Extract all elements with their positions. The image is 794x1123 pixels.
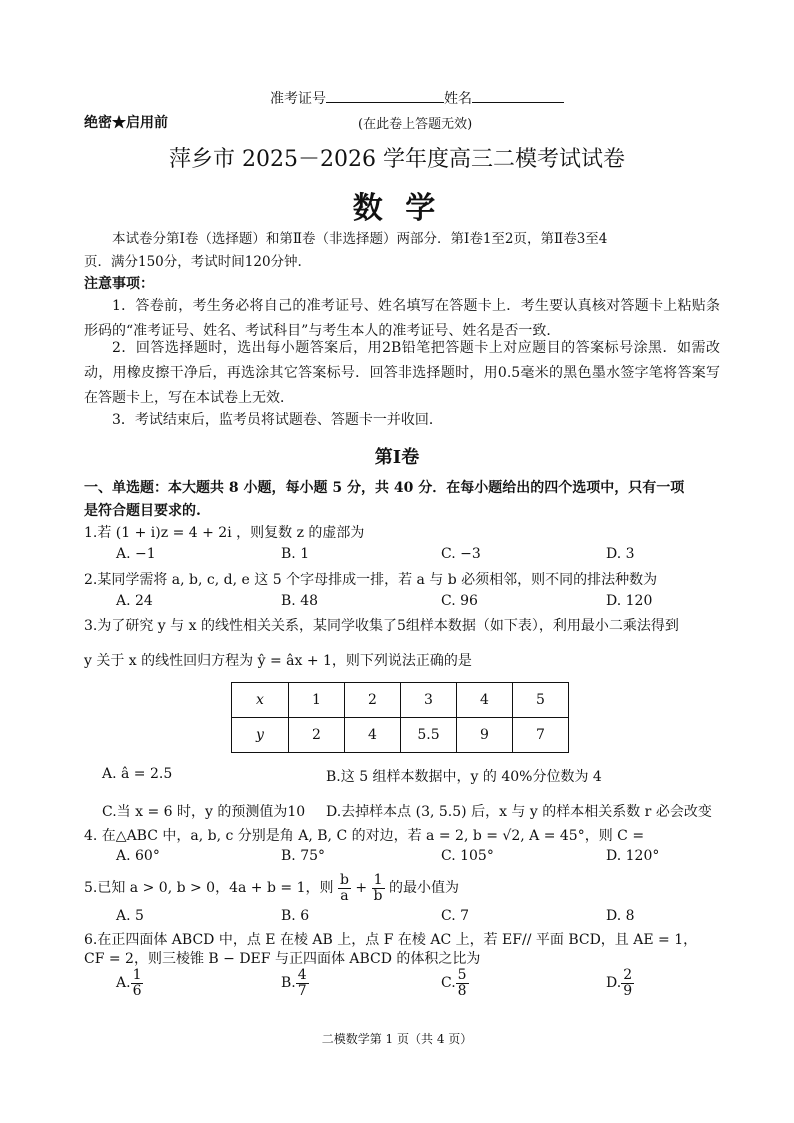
question-1-option-d: D. 3 xyxy=(606,546,635,562)
notice-title: 注意事项： xyxy=(84,276,154,292)
table-cell-y3: 5.5 xyxy=(401,718,457,753)
subject-title: 数 学 xyxy=(352,191,442,226)
question-6-option-d xyxy=(606,968,634,998)
part-one-title: 第Ⅰ卷 xyxy=(374,447,420,468)
question-3-option-a: A. â = 2.5 xyxy=(102,766,173,782)
option-letter: A. xyxy=(116,975,131,992)
plus-sign: + xyxy=(355,880,368,896)
question-1-option-b: B. 1 xyxy=(281,546,310,562)
option-fraction xyxy=(296,968,309,998)
fraction-1-over-b xyxy=(372,873,385,903)
question-4-option-d: D. 120° xyxy=(606,848,660,864)
confidential-label: 绝密★启用前 xyxy=(84,115,168,131)
table-cell-x1: 1 xyxy=(289,683,345,718)
fraction-numerator: b xyxy=(339,871,349,888)
fraction-denominator: 6 xyxy=(132,982,142,999)
question-6-stem-line-1: 6.在正四面体 ABCD 中，点 E 在棱 AB 上，点 F 在棱 AC 上，若 EF// 平面 BCD，且 AE = 1， xyxy=(84,932,698,948)
question-4-option-b: B. 75° xyxy=(281,848,326,864)
question-2-option-c: C. 96 xyxy=(441,593,478,609)
fraction-numerator: 5 xyxy=(457,967,467,983)
exam-id-label: 准考证号 xyxy=(270,91,326,107)
question-3-option-b: B.这 5 组样本数据中，y 的 40%分位数为 4 xyxy=(326,769,602,785)
table-row xyxy=(232,718,569,753)
option-fraction xyxy=(621,968,634,998)
fraction-denominator: 7 xyxy=(297,982,307,999)
question-5-stem xyxy=(84,868,459,908)
exam-id-blank xyxy=(326,88,444,103)
table-cell-y2: 4 xyxy=(345,718,401,753)
question-5-option-c: C. 7 xyxy=(441,908,470,924)
notice-item-1: 1．答卷前，考生务必将自己的准考证号、姓名填写在答题卡上．考生要认真核对答题卡上粘贴条形码的“准考证号、姓名、考试科目”与考生本人的准考证号、姓名是否一致． xyxy=(84,298,720,339)
exam-title: 萍乡市 2025－2026 学年度高三二模考试试卷 xyxy=(169,147,625,172)
section-heading-line-2: 是符合题目要求的. xyxy=(84,503,201,519)
option-fraction xyxy=(131,968,144,998)
table-cell-x3: 3 xyxy=(401,683,457,718)
question-5-option-d: D. 8 xyxy=(606,908,635,924)
table-cell-x2: 2 xyxy=(345,683,401,718)
question-5-stem-start: 5.已知 a > 0, b > 0，4a + b = 1，则 xyxy=(84,880,334,896)
intro-line-2: 页．满分150分，考试时间120分钟. xyxy=(84,254,302,270)
question-6-stem-line-2: CF = 2，则三棱锥 B − DEF 与正四面体 ABCD 的体积之比为 xyxy=(84,951,481,967)
table-cell-y5: 7 xyxy=(513,718,569,753)
question-2-stem: 2.某同学需将 a, b, c, d, e 这 5 个字母排成一排，若 a 与 b 必须相邻，则不同的排法种数为 xyxy=(84,572,658,588)
fraction-numerator: 2 xyxy=(623,967,633,983)
invalid-answer-note: (在此卷上答题无效) xyxy=(358,117,473,132)
question-2-option-a: A. 24 xyxy=(116,593,153,609)
table-row xyxy=(232,683,569,718)
question-5-stem-end: 的最小值为 xyxy=(388,880,459,896)
candidate-info-line xyxy=(270,88,564,108)
fraction-denominator: 8 xyxy=(457,982,467,999)
question-3-option-c: C.当 x = 6 时，y 的预测值为10 xyxy=(102,804,306,820)
intro-line-1: 本试卷分第Ⅰ卷（选择题）和第Ⅱ卷（非选择题）两部分．第Ⅰ卷1至2页，第Ⅱ卷3至4 xyxy=(112,231,608,247)
question-5-option-b: B. 6 xyxy=(281,908,310,924)
fraction-denominator: a xyxy=(340,887,349,904)
page-footer: 二模数学第 1 页（共 4 页） xyxy=(321,1032,473,1046)
table-cell-y4: 9 xyxy=(457,718,513,753)
fraction-numerator: 4 xyxy=(297,967,307,983)
option-letter: C. xyxy=(441,975,456,992)
fraction-numerator: 1 xyxy=(372,873,385,889)
name-blank xyxy=(472,88,564,103)
question-1-option-a: A. −1 xyxy=(116,546,156,562)
name-label: 姓名 xyxy=(444,91,472,107)
question-6-option-c xyxy=(441,968,469,998)
question-6-option-a xyxy=(116,968,143,998)
table-header-x: x xyxy=(232,683,289,718)
section-heading-line-1: 一、单选题：本大题共 8 小题，每小题 5 分，共 40 分．在每小题给出的四个选项中，只有一项 xyxy=(84,480,685,496)
question-1-stem: 1.若 (1 + i)z = 4 + 2i ，则复数 z 的虚部为 xyxy=(84,525,365,541)
notice-item-2: 2．回答选择题时，选出每小题答案后，用2B铅笔把答题卡上对应题目的答案标号涂黑．如需改动，用橡皮擦干净后，再选涂其它答案标号．回答非选择题时，用0.5毫米的黑色墨水签字笔将答案写在答题卡上，写在本试卷上无效． xyxy=(84,340,720,406)
question-2-option-b: B. 48 xyxy=(281,593,319,609)
fraction-denominator: b xyxy=(373,887,383,904)
question-3-option-d: D.去掉样本点 (3, 5.5) 后，x 与 y 的样本相关系数 r 必会改变 xyxy=(326,804,712,820)
option-letter: D. xyxy=(606,975,622,992)
notice-item-3: 3．考试结束后，监考员将试题卷、答题卡一并收回． xyxy=(112,412,443,428)
question-4-option-a: A. 60° xyxy=(116,848,160,864)
table-cell-x5: 5 xyxy=(513,683,569,718)
fraction-b-over-a xyxy=(338,873,351,903)
fraction-denominator: 9 xyxy=(623,982,633,999)
question-5-option-a: A. 5 xyxy=(116,908,144,924)
question-4-stem: 4. 在△ABC 中，a, b, c 分别是角 A, B, C 的对边，若 a = 2, b = √2, A = 45°，则 C = xyxy=(84,828,645,844)
table-cell-x4: 4 xyxy=(457,683,513,718)
question-3-stem-line-1: 3.为了研究 y 与 x 的线性相关关系，某同学收集了5组样本数据（如下表），利用最小二乘法得到 xyxy=(84,618,679,634)
question-3-stem-line-2: y 关于 x 的线性回归方程为 ŷ = âx + 1，则下列说法正确的是 xyxy=(84,653,472,669)
sample-data-table xyxy=(231,682,569,753)
fraction-numerator: 1 xyxy=(132,967,142,983)
table-cell-y1: 2 xyxy=(289,718,345,753)
table-header-y: y xyxy=(232,718,289,753)
question-4-option-c: C. 105° xyxy=(441,848,494,864)
question-1-option-c: C. −3 xyxy=(441,546,481,562)
question-2-option-d: D. 120 xyxy=(606,593,653,609)
option-fraction xyxy=(456,968,469,998)
option-letter: B. xyxy=(281,975,296,992)
question-6-option-b xyxy=(281,968,309,998)
